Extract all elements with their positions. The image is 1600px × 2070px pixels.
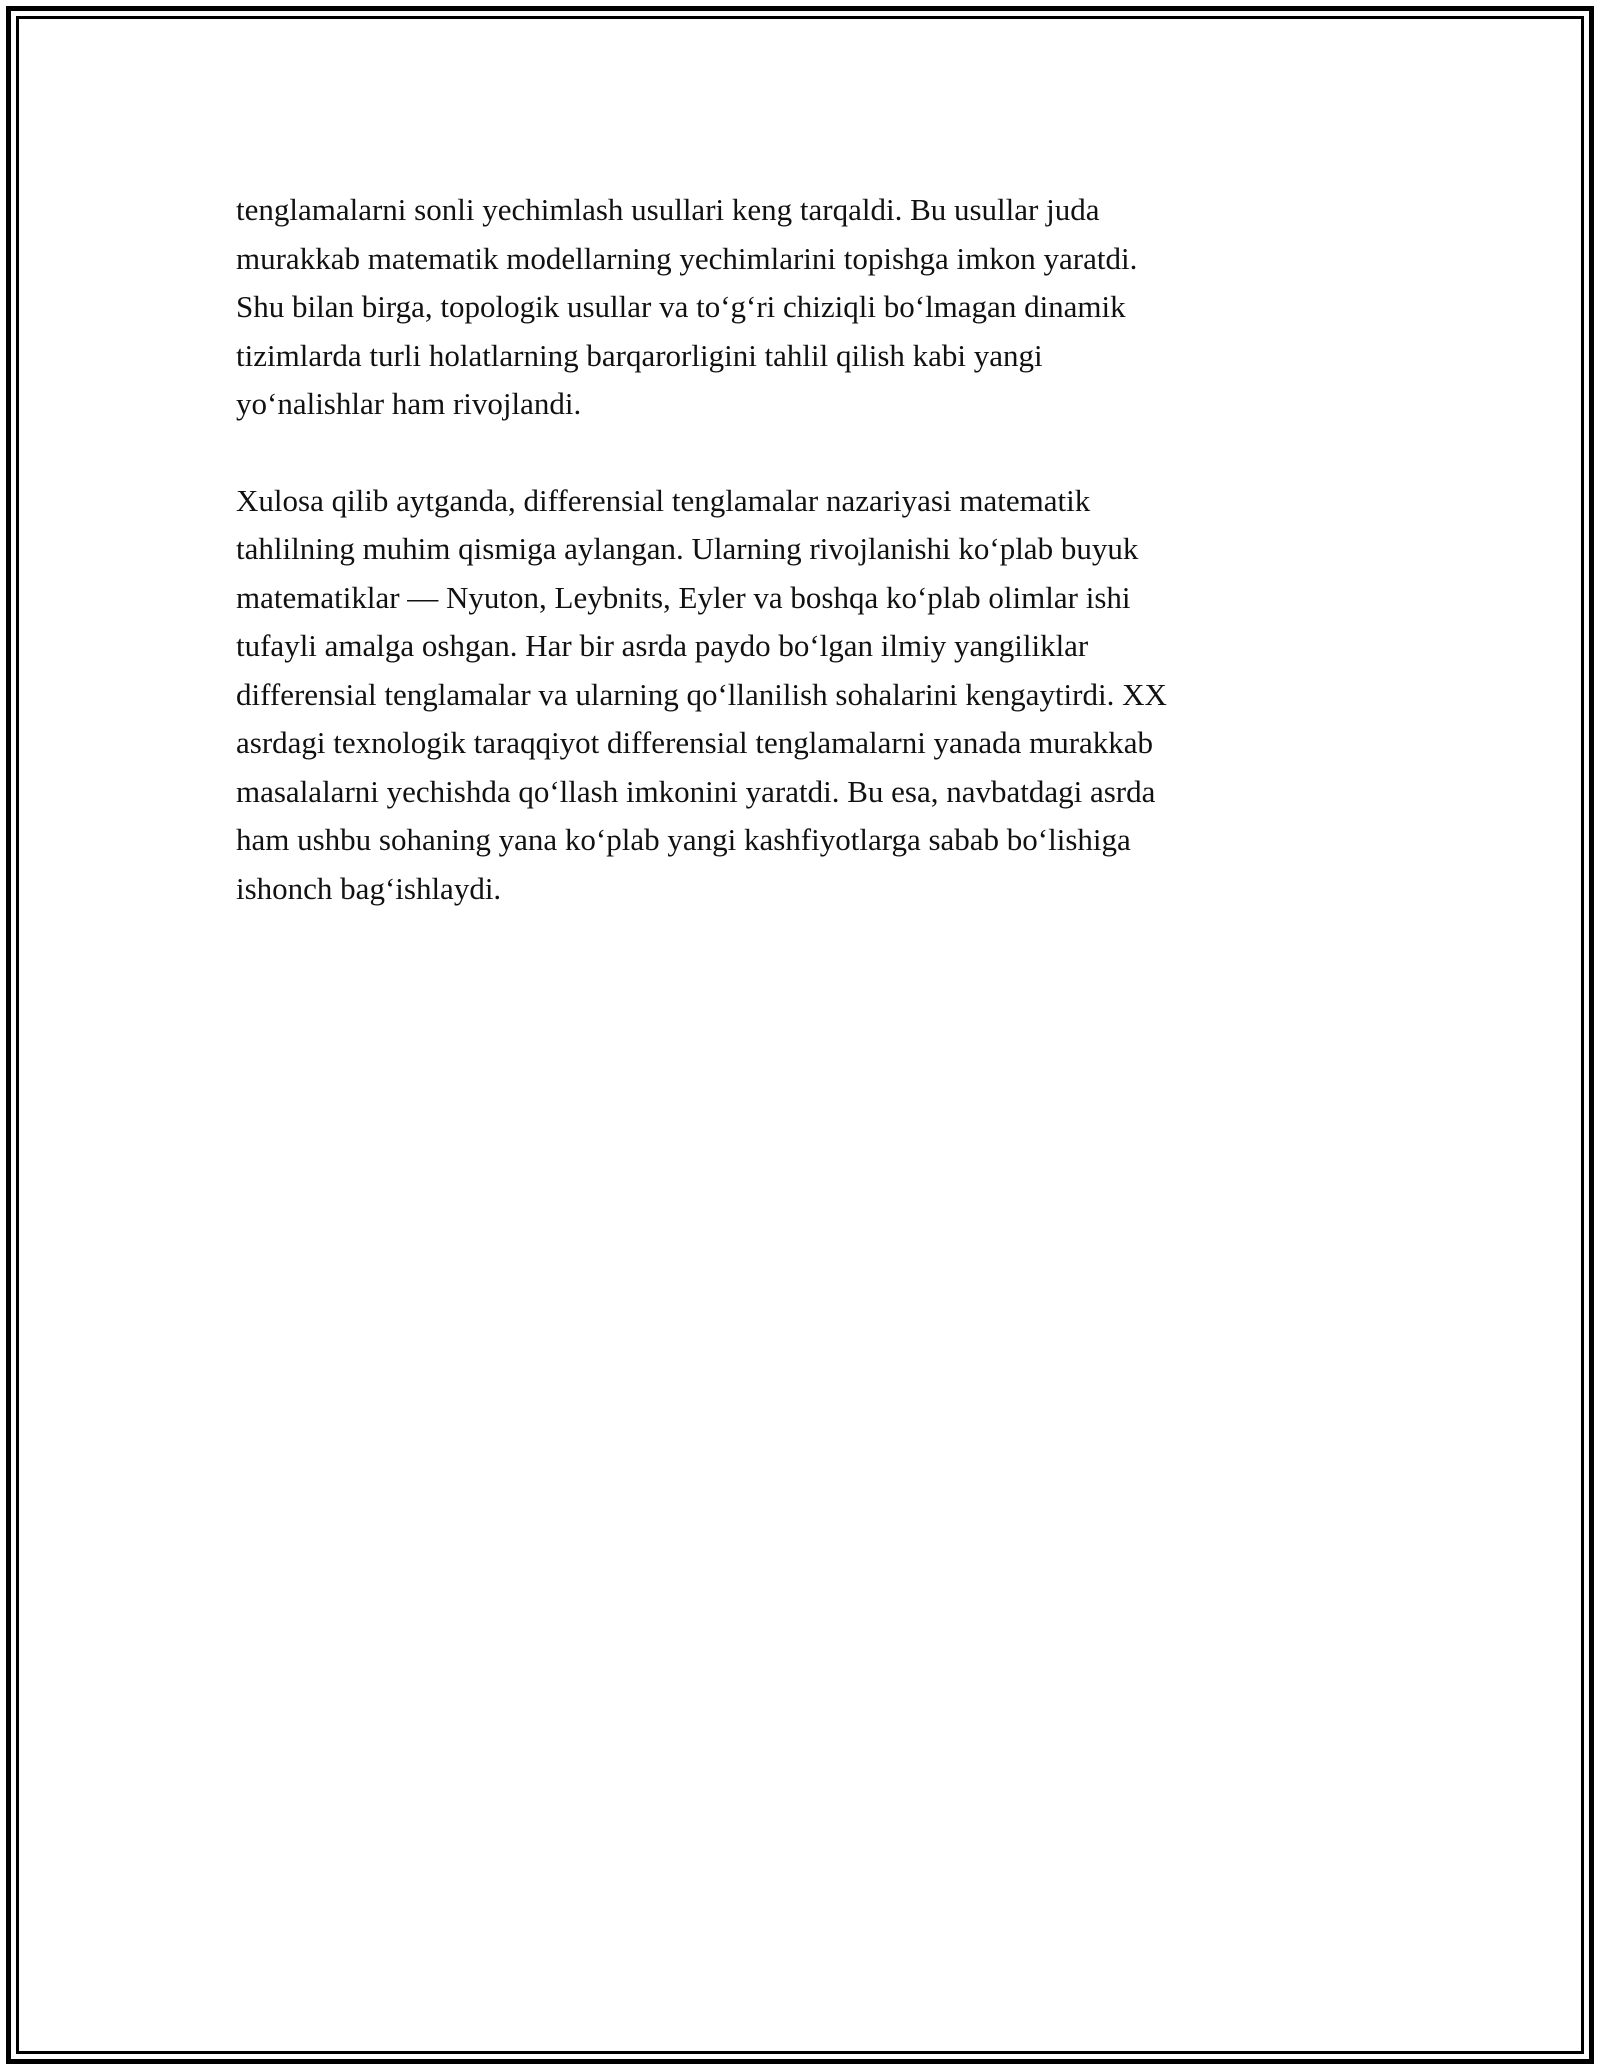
paragraph-numerical-methods — [236, 186, 1356, 429]
text-line: ham ushbu sohaning yana ko‘plab yangi kashfiyotlarga sabab bo‘lishiga — [236, 822, 1131, 857]
text-line: tizimlarda turli holatlarning barqarorligini tahlil qilish kabi yangi — [236, 337, 1043, 373]
paragraph-conclusion — [236, 477, 1356, 914]
text-line: Shu bilan birga, topologik usullar va to‘g‘ri chiziqli bo‘lmagan dinamik — [236, 289, 1126, 324]
text-line: masalalarni yechishda qo‘llash imkonini yaratdi. Bu esa, navbatdagi asrda — [236, 773, 1156, 809]
text-line: tenglamalarni sonli yechimlash usullari keng tarqaldi. Bu usullar juda — [236, 192, 1100, 227]
text-line: ishonch bag‘ishlaydi. — [236, 870, 502, 906]
text-line: differensial tenglamalar va ularning qo‘llanilish sohalarini kengaytirdi. XX — [236, 676, 1167, 712]
text-line: tufayli amalga oshgan. Har bir asrda paydo bo‘lgan ilmiy yangiliklar — [236, 628, 1089, 663]
text-line: matematiklar — Nyuton, Leybnits, Eyler va boshqa ko‘plab olimlar ishi — [236, 579, 1131, 615]
document-body — [236, 186, 1356, 913]
text-line: Xulosa qilib aytganda, differensial tenglamalar nazariyasi matematik — [236, 482, 1091, 518]
text-line: yo‘nalishlar ham rivojlandi. — [236, 386, 582, 421]
text-line: tahlilning muhim qismiga aylangan. Ularning rivojlanishi ko‘plab buyuk — [236, 531, 1139, 566]
text-line: murakkab matematik modellarning yechimlarini topishga imkon yaratdi. — [236, 240, 1138, 276]
text-line: asrdagi texnologik taraqqiyot differensial tenglamalarni yanada murakkab — [236, 725, 1154, 760]
